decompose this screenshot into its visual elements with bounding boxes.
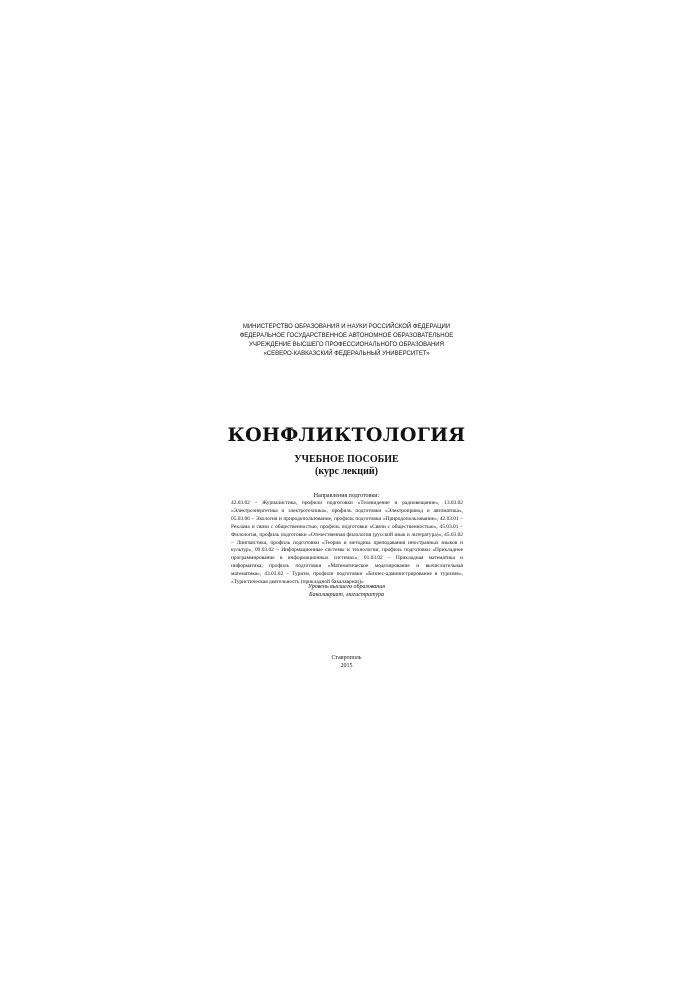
directions-heading: Направления подготовки: bbox=[313, 493, 380, 499]
book-subtype: (курс лекций) bbox=[315, 466, 378, 477]
education-level-value: Бакалавриат, магистратура bbox=[309, 592, 384, 598]
book-title: КОНФЛИКТОЛОГИЯ bbox=[227, 424, 466, 446]
ministry-line: ФЕДЕРАЛЬНОЕ ГОСУДАРСТВЕННОЕ АВТОНОМНОЕ ОБРАЗОВАТЕЛЬНОЕ bbox=[239, 333, 454, 339]
book-type: УЧЕБНОЕ ПОСОБИЕ bbox=[294, 454, 399, 465]
imprint-year: 2015 bbox=[340, 663, 353, 669]
ministry-header bbox=[200, 323, 493, 359]
education-level bbox=[0, 583, 693, 599]
education-level-label: Уровень высшего образования bbox=[307, 584, 386, 590]
directions-text: 42.03.02 – Журналистика, профили подготовки «Телевидение и радиовещание», 13.03.02 «Электроэнергетика и электротехника», профиль подготовки «Электропривод и автоматика», 05.03.06 – Экология и природопользование, профиль подготовки «Природопользование», 42.03.01 – Реклама и связи с общественностью, профиль подготовки «Связи с общественностью», 45.03.01 – Филология, профиль подготовки «Отечественная филология (русский язык и литература)», 45.03.02 – Лингвистика, профиль подготовки «Теория и методика преподавания иностранных языков и культур», 09.03.02 – Информационные системы и технологии, профиль подготовки «Прикладное программирование в информационных системах», 01.03.02 – Прикладная математика и информатика, профиль подготовки «Математическое моделирование и вычислительная математика», 43.03.02 – Туризм, профили подготовки «Бизнес-администрирование в туризме», «Туристическая деятельность (прикладной бакалавриат)» bbox=[231, 500, 463, 586]
ministry-line: МИНИСТЕРСТВО ОБРАЗОВАНИЯ И НАУКИ РОССИЙСКОЙ ФЕДЕРАЦИИ bbox=[242, 324, 451, 330]
ministry-line: УЧРЕЖДЕНИЕ ВЫСШЕГО ПРОФЕССИОНАЛЬНОГО ОБРАЗОВАНИЯ bbox=[249, 342, 444, 348]
university-name: «СЕВЕРО-КАВКАЗСКИЙ ФЕДЕРАЛЬНЫЙ УНИВЕРСИТЕТ» bbox=[263, 351, 430, 357]
imprint-city: Ставрополь bbox=[331, 655, 362, 661]
imprint bbox=[0, 654, 693, 670]
